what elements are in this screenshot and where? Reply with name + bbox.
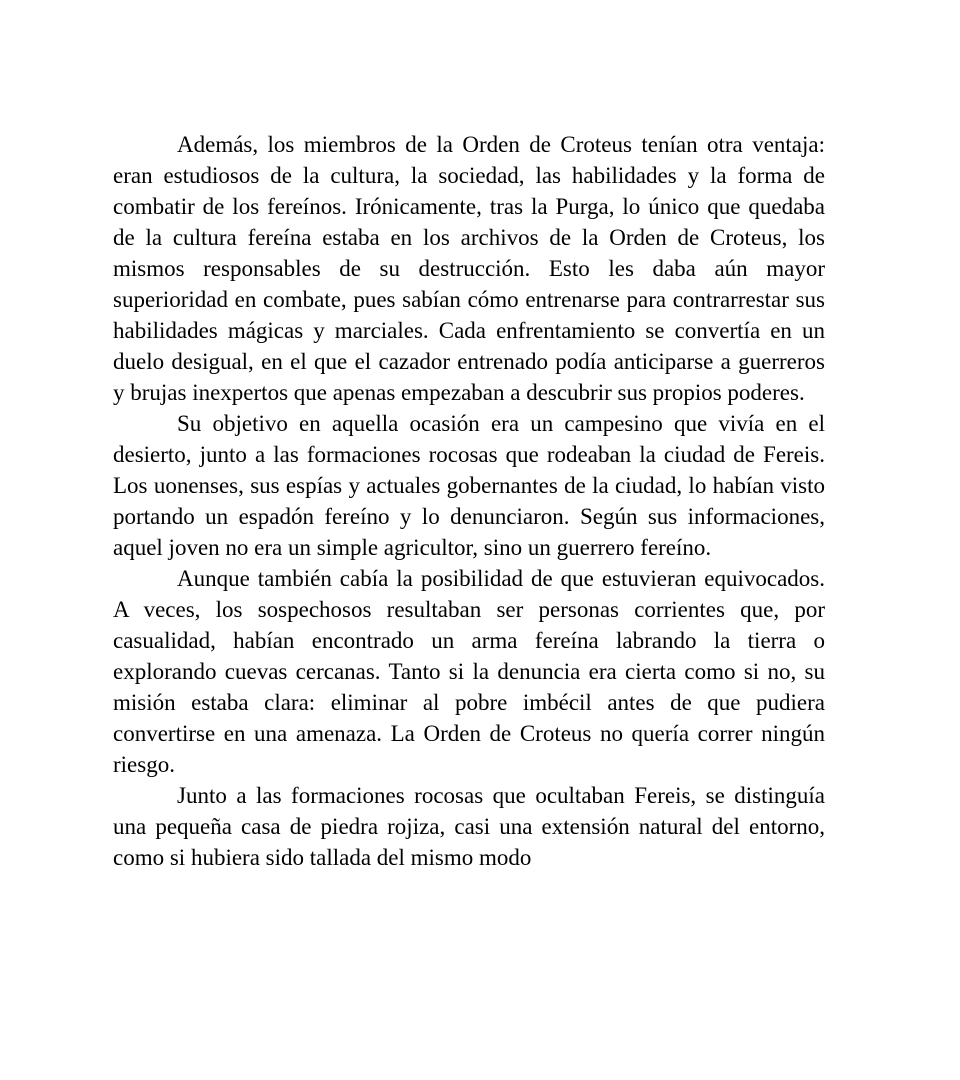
paragraph: Junto a las formaciones rocosas que ocultaban Fereis, se distinguía una pequeña casa de piedra rojiza, casi una extensión natural del entorno, como si hubiera sido tallada del mismo modo xyxy=(113,783,825,870)
paragraph: Aunque también cabía la posibilidad de que estuvieran equivocados. A veces, los sospechosos resultaban ser personas corrientes que, por casualidad, habían encontrado un arma fereína labrando la tierra o explorando cuevas cercanas. Tanto si la denuncia era cierta como si no, su misión estaba clara: eliminar al pobre imbécil antes de que pudiera convertirse en una amenaza. La Orden de Croteus no quería correr ningún riesgo. xyxy=(113,566,825,777)
paragraph: Su objetivo en aquella ocasión era un campesino que vivía en el desierto, junto a las formaciones rocosas que rodeaban la ciudad de Fereis. Los uonenses, sus espías y actuales gobernantes de la ciudad, lo habían visto portando un espadón fereíno y lo denunciaron. Según sus informaciones, aquel joven no era un simple agricultor, sino un guerrero fereíno. xyxy=(113,411,825,560)
text-column xyxy=(113,129,825,873)
paragraph: Además, los miembros de la Orden de Croteus tenían otra ventaja: eran estudiosos de la cultura, la sociedad, las habilidades y la forma de combatir de los fereínos. Irónicamente, tras la Purga, lo único que quedaba de la cultura fereína estaba en los archivos de la Orden de Croteus, los mismos responsables de su destrucción. Esto les daba aún mayor superioridad en combate, pues sabían cómo entrenarse para contrarrestar sus habilidades mágicas y marciales. Cada enfrentamiento se convertía en un duelo desigual, en el que el cazador entrenado podía anticiparse a guerreros y brujas inexpertos que apenas empezaban a descubrir sus propios poderes. xyxy=(113,132,825,405)
